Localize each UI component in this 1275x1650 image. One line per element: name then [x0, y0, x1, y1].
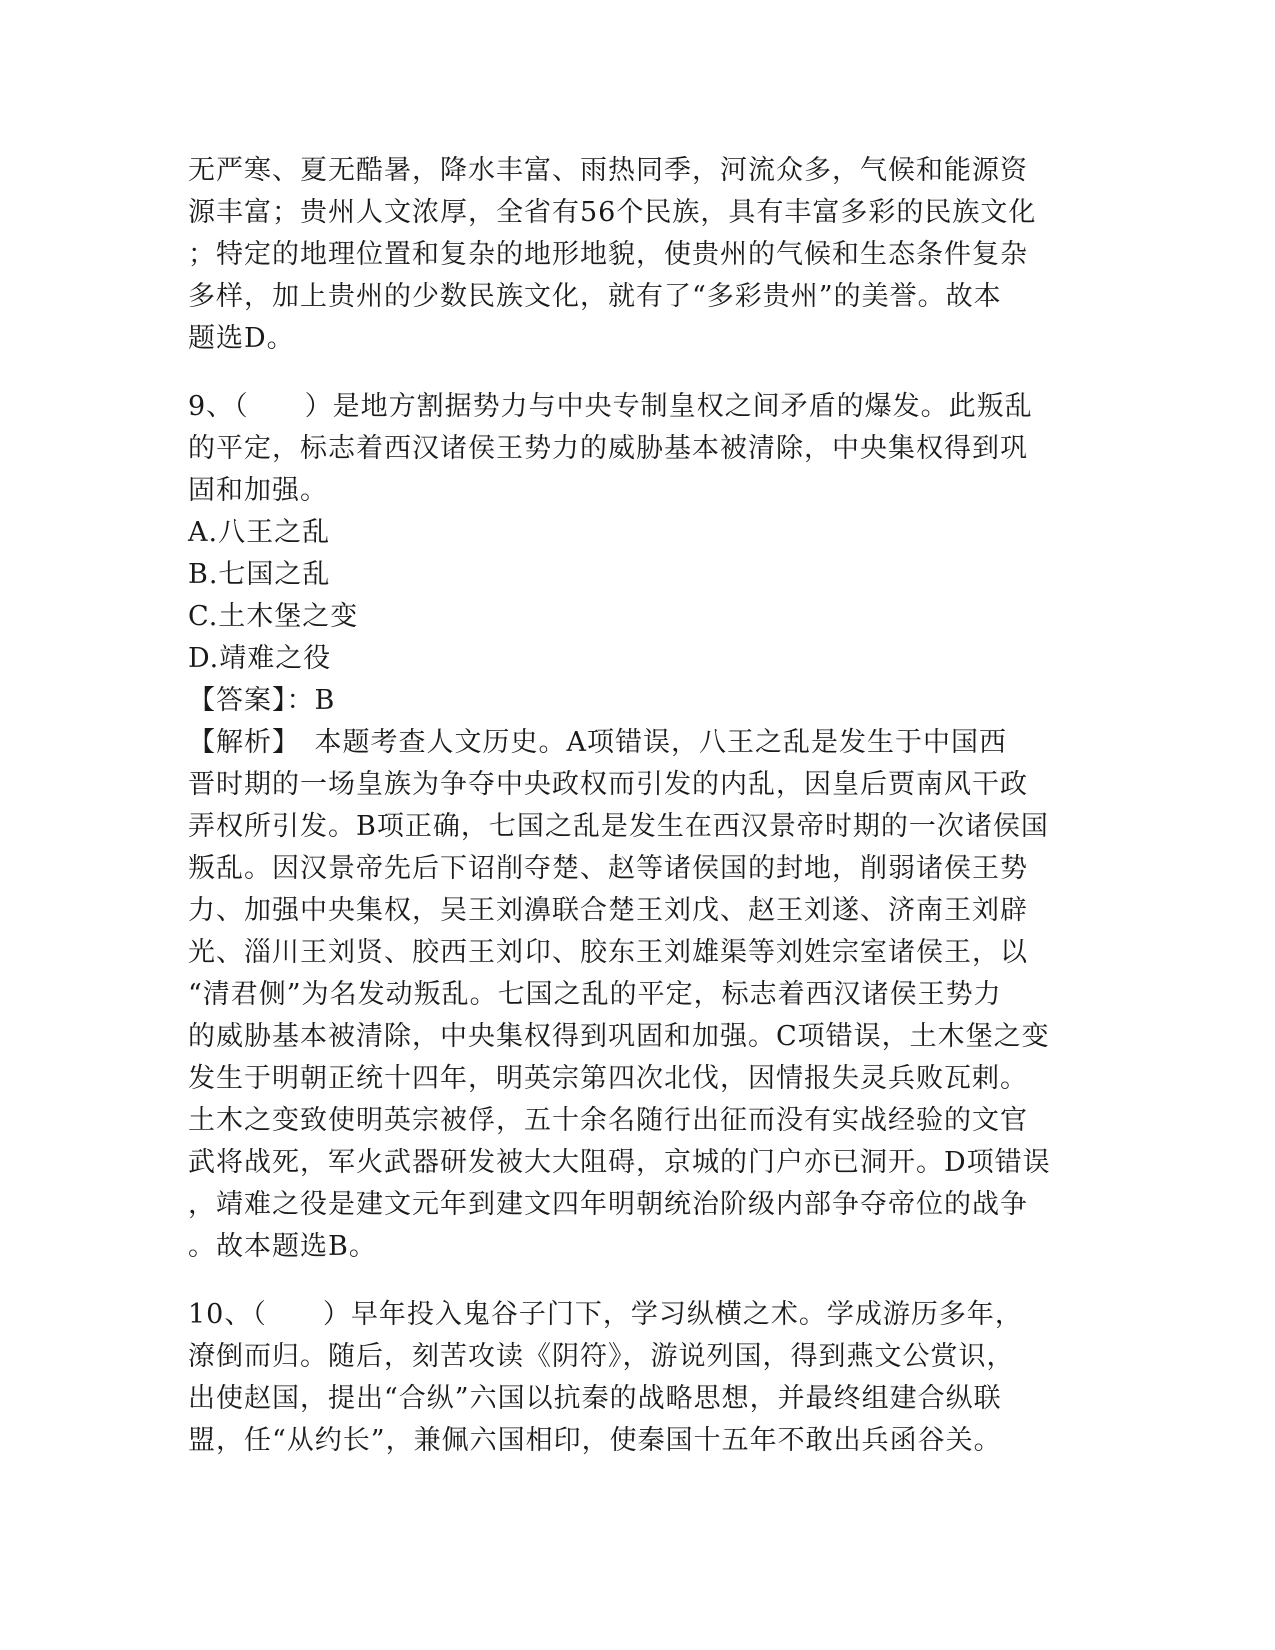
text-line: 题选D。 [188, 323, 295, 354]
text-line: ，靖难之役是建文元年到建文四年明朝统治阶级内部争夺帝位的战争 [188, 1189, 1028, 1220]
text-line: 晋时期的一场皇族为争夺中央政权而引发的内乱，因皇后贾南风干政 [188, 769, 1028, 800]
question-stem [188, 386, 1088, 512]
previous-explanation [188, 150, 1088, 360]
document-page [188, 150, 1088, 1462]
text-line: 光、淄川王刘贤、胶西王刘卬、胶东王刘雄渠等刘姓宗室诸侯王，以 [188, 937, 1028, 968]
text-line: 固和加强。 [188, 475, 328, 506]
option-c: C.土木堡之变 [188, 601, 359, 632]
text-line: 的威胁基本被清除，中央集权得到巩固和加强。C项错误，土木堡之变 [188, 1021, 1050, 1052]
text-line: 。故本题选B。 [188, 1231, 377, 1262]
text-line: 弄权所引发。B项正确，七国之乱是发生在西汉景帝时期的一次诸侯国 [188, 811, 1049, 842]
text-line: 盟，任“从约长”，兼佩六国相印，使秦国十五年不敢出兵函谷关。 [188, 1425, 1002, 1456]
text-line: 潦倒而归。随后，刻苦攻读《阴符》，游说列国，得到燕文公赏识， [188, 1341, 1015, 1372]
text-line: 源丰富；贵州人文浓厚，全省有56个民族，具有丰富多彩的民族文化 [188, 197, 1037, 228]
paragraph-gap [188, 360, 1088, 386]
text-line: ；特定的地理位置和复杂的地形地貌，使贵州的气候和生态条件复杂 [188, 239, 1028, 270]
text-line: 的平定，标志着西汉诸侯王势力的威胁基本被清除，中央集权得到巩 [188, 433, 1028, 464]
text-line: 武将战死，军火武器研发被大大阻碍，京城的门户亦已洞开。D项错误 [188, 1147, 1051, 1178]
text-line: 【解析】 本题考查人文历史。A项错误，八王之乱是发生于中国西 [188, 727, 1007, 758]
text-line: “清君侧”为名发动叛乱。七国之乱的平定，标志着西汉诸侯王势力 [188, 979, 1002, 1010]
option-d: D.靖难之役 [188, 643, 332, 674]
text-line: 出使赵国，提出“合纵”六国以抗秦的战略思想，并最终组建合纵联 [188, 1383, 1002, 1414]
option-b: B.七国之乱 [188, 559, 331, 590]
explanation [188, 722, 1088, 1268]
text-line: 力、加强中央集权，吴王刘濞联合楚王刘戊、赵王刘遂、济南王刘辟 [188, 895, 1028, 926]
text-line: 10、（ ）早年投入鬼谷子门下，学习纵横之术。学成游历多年， [188, 1299, 1023, 1330]
answer-line: 【答案】：B [188, 685, 336, 716]
options-list [188, 512, 1088, 680]
question-9 [188, 386, 1088, 1268]
question-stem [188, 1294, 1088, 1462]
text-line: 土木之变致使明英宗被俘，五十余名随行出征而没有实战经验的文官 [188, 1105, 1028, 1136]
question-10 [188, 1294, 1088, 1462]
option-a: A.八王之乱 [188, 517, 331, 548]
text-line: 发生于明朝正统十四年，明英宗第四次北伐，因情报失灵兵败瓦剌。 [188, 1063, 1028, 1094]
text-line: 叛乱。因汉景帝先后下诏削夺楚、赵等诸侯国的封地，削弱诸侯王势 [188, 853, 1028, 884]
text-line: 9、（ ）是地方割据势力与中央专制皇权之间矛盾的爆发。此叛乱 [188, 391, 1033, 422]
paragraph-gap [188, 1268, 1088, 1294]
text-line: 多样，加上贵州的少数民族文化，就有了“多彩贵州”的美誉。故本 [188, 281, 1002, 312]
text-line: 无严寒、夏无酷暑，降水丰富、雨热同季，河流众多，气候和能源资 [188, 155, 1028, 186]
